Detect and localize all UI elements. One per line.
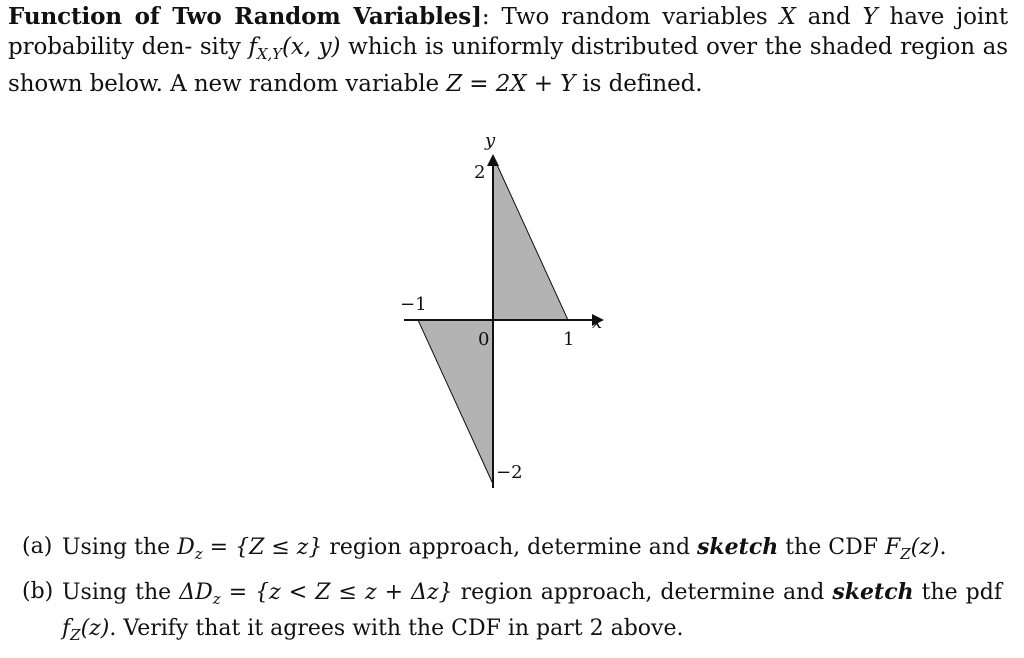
question-b-d: ΔD	[179, 580, 213, 605]
question-b-end: . Verify that it agrees with the CDF in part 2 above.	[109, 616, 684, 641]
problem-statement	[8, 2, 1008, 99]
pdf-symbol: f	[248, 34, 257, 60]
intro-text-2: have joint probability den- sity	[8, 4, 1008, 60]
question-b-f: f	[62, 616, 71, 641]
question-a-f-sub: Z	[900, 545, 911, 563]
y-tick-bottom: −2	[496, 462, 523, 483]
upper-shaded-region	[493, 156, 568, 320]
x-axis-label: x	[592, 312, 603, 333]
z-definition: Z = 2X + Y	[446, 71, 576, 97]
origin-label: 0	[478, 329, 490, 350]
question-a-label: (a)	[22, 534, 53, 559]
x-tick-right: 1	[563, 329, 575, 350]
question-a-f: F	[884, 535, 901, 560]
question-b-f-sub: Z	[70, 626, 81, 644]
intro-text-3: which is uniformly distributed over the shaded region as shown below. A new random variable	[8, 34, 1008, 97]
question-b-text-3: the pdf	[913, 580, 1002, 605]
intro-text-4: is defined.	[575, 71, 703, 97]
question-a-text-1: Using the	[62, 535, 178, 560]
question-a-text-2: region approach, determine and	[322, 535, 698, 560]
question-a-set: = {Z ≤ z}	[202, 535, 323, 560]
question-b-label: (b)	[22, 579, 54, 604]
question-a-arg: (z)	[910, 535, 940, 560]
question-b-d-sub: z	[212, 590, 221, 608]
y-axis-arrowhead	[487, 154, 499, 166]
x-tick-left: −1	[400, 294, 427, 315]
region-diagram	[370, 120, 650, 500]
question-b-text-2: region approach, determine and	[452, 580, 833, 605]
title-colon: :	[481, 4, 502, 30]
var-x: X	[779, 4, 796, 30]
question-list	[22, 532, 1002, 658]
question-a-emph: sketch	[697, 534, 779, 560]
question-a-d: D	[177, 535, 195, 560]
question-b	[22, 577, 1002, 650]
var-y: Y	[862, 4, 878, 30]
question-a-text-3: the CDF	[778, 535, 885, 560]
question-b-arg: (z)	[80, 616, 110, 641]
y-axis-label: y	[485, 130, 496, 151]
pdf-subscript: X,Y	[256, 45, 282, 63]
question-b-emph: sketch	[832, 579, 914, 605]
region-figure	[370, 120, 650, 500]
question-a	[22, 532, 1002, 569]
pdf-args: (x, y)	[282, 34, 341, 60]
question-a-d-sub: z	[194, 545, 203, 563]
question-b-text-1: Using the	[62, 580, 180, 605]
question-a-end: .	[939, 535, 947, 560]
y-tick-top: 2	[474, 162, 486, 183]
and-text: and	[795, 4, 863, 30]
problem-title: Function of Two Random Variables]	[8, 3, 482, 30]
intro-text-1: Two random variables	[501, 4, 780, 30]
question-b-set: = {z < Z ≤ z + Δz}	[220, 580, 453, 605]
